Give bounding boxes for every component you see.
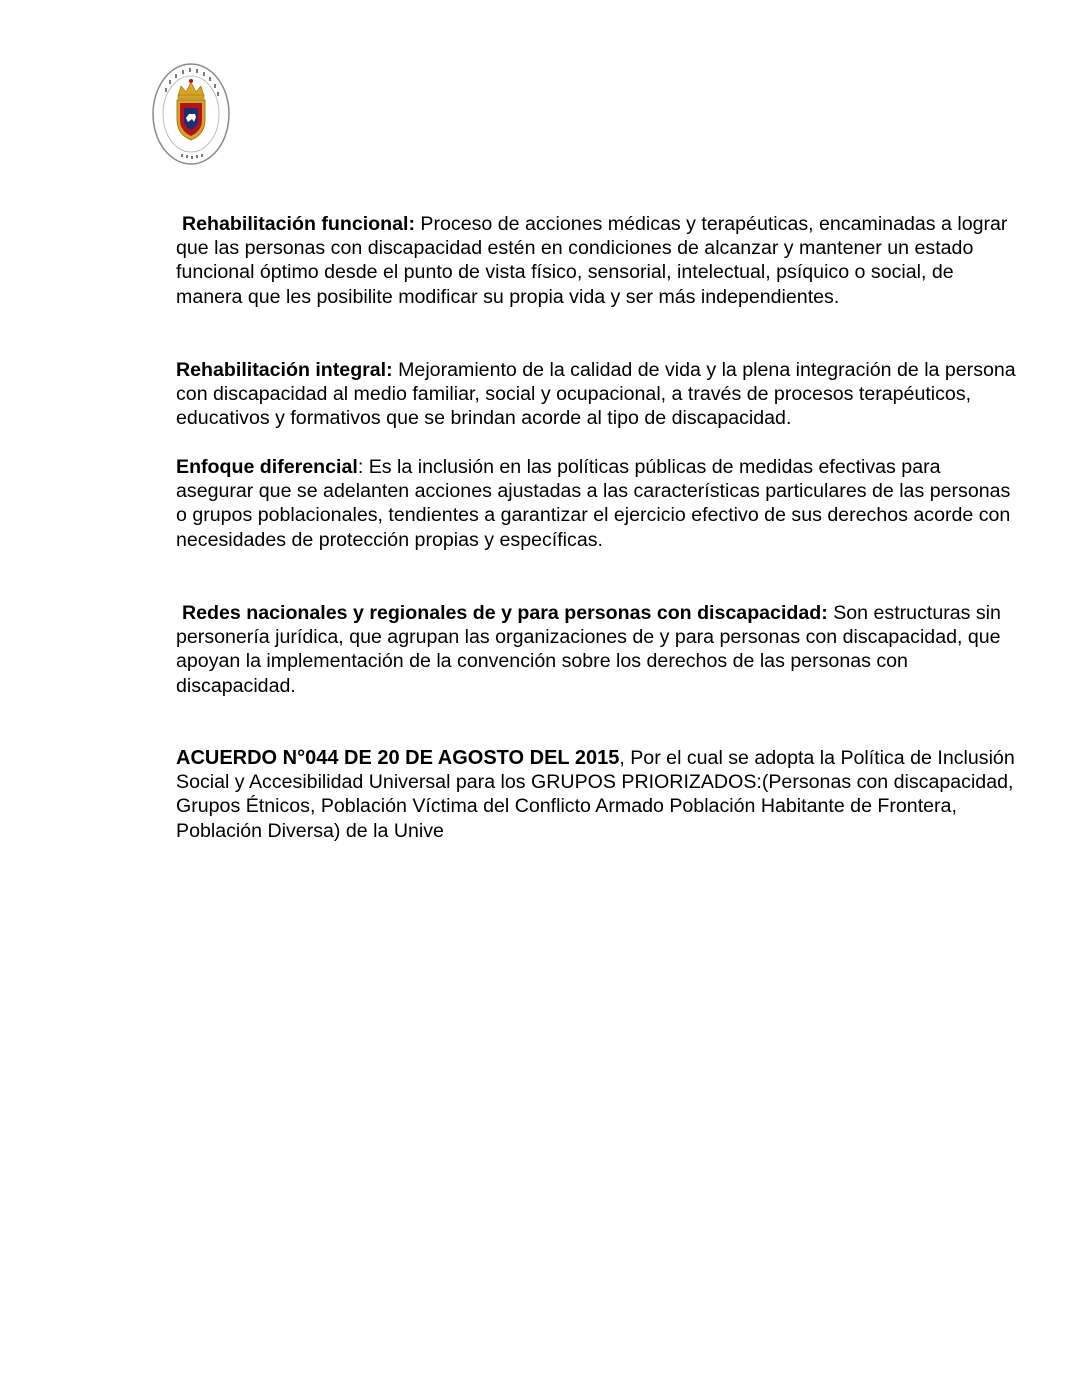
definition-enfoque-diferencial: : Es la inclusión en las políticas públicas de medidas efectivas para asegurar que se adelanten acciones ajustadas a las características particulares de las personas o grupos poblacionales, tendientes a garantizar el ejercicio efectivo de sus derechos acorde con necesidades de protección propias y específicas. <box>176 456 1011 551</box>
paragraph-redes-nacionales <box>176 601 1016 698</box>
term-enfoque-diferencial: Enfoque diferencial <box>176 456 358 478</box>
paragraph-rehabilitacion-funcional <box>176 212 1016 309</box>
term-rehabilitacion-funcional: Rehabilitación funcional: <box>182 213 415 235</box>
university-seal-icon <box>151 62 231 166</box>
paragraph-acuerdo <box>176 746 1016 843</box>
definition-redes-nacionales: Son estructuras sin personería jurídica, que agrupan las organizaciones de y para personas con discapacidad, que apoyan la implementación de la convención sobre los derechos de las personas con discapacidad. <box>176 602 1001 697</box>
definition-rehabilitacion-integral: Mejoramiento de la calidad de vida y la plena integración de la persona con discapacidad al medio familiar, social y ocupacional, a través de procesos terapéuticos, educativos y formativos que se brindan acorde al tipo de discapacidad. <box>176 359 1016 430</box>
university-logo <box>151 62 231 166</box>
paragraph-rehabilitacion-integral <box>176 358 1016 431</box>
definition-rehabilitacion-funcional: Proceso de acciones médicas y terapéuticas, encaminadas a lograr que las personas con discapacidad estén en condiciones de alcanzar y mantener un estado funcional óptimo desde el punto de vista físico, sensorial, intelectual, psíquico o social, de manera que les posibilite modificar su propia vida y ser más independientes. <box>176 213 1008 308</box>
paragraph-enfoque-diferencial <box>176 455 1016 552</box>
term-rehabilitacion-integral: Rehabilitación integral: <box>176 359 393 381</box>
definition-acuerdo: , Por el cual se adopta la Política de Inclusión Social y Accesibilidad Universal para los GRUPOS PRIORIZADOS:(Personas con discapacidad, Grupos Étnicos, Población Víctima del Conflicto Armado Población Habitante de Frontera, Población Diversa) de la Unive <box>176 747 1015 842</box>
term-redes-nacionales: Redes nacionales y regionales de y para personas con discapacidad: <box>182 602 828 624</box>
term-acuerdo: ACUERDO N°044 DE 20 DE AGOSTO DEL 2015 <box>176 747 620 769</box>
